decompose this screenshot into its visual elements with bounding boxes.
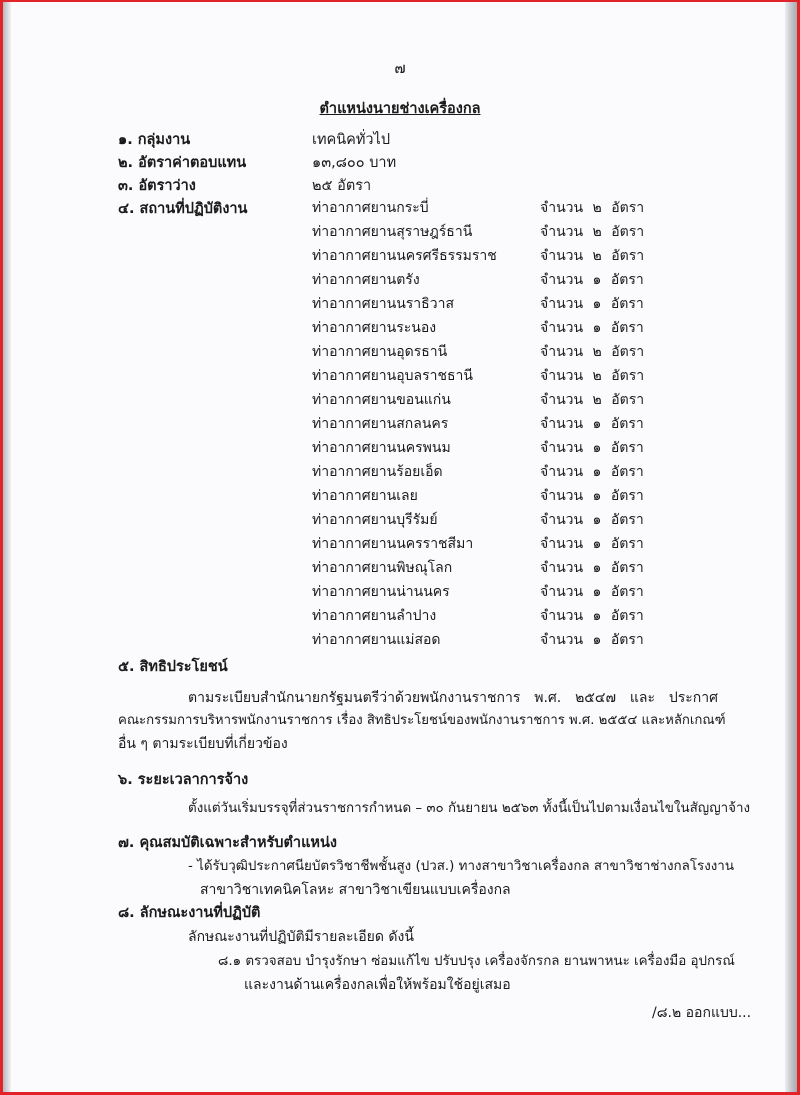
location-count: จำนวน ๑ อัตรา: [540, 560, 644, 576]
location-count: จำนวน ๑ อัตรา: [540, 416, 644, 432]
summary-label: ๒. อัตราค่าตอบแทน: [118, 155, 247, 171]
section-heading-benefits: ๕. สิทธิประโยชน์: [118, 659, 228, 675]
location-count: จำนวน ๒ อัตรา: [540, 392, 645, 408]
location-name: ท่าอากาศยานขอนแก่น: [312, 392, 451, 408]
summary-value: [312, 151, 396, 173]
location-count: จำนวน ๑ อัตรา: [540, 320, 644, 336]
location-name: ท่าอากาศยานอุบลราชธานี: [312, 368, 473, 384]
duty-item: ๘.๑ ตรวจสอบ บำรุงรักษา ซ่อมแก้ไข ปรับปรุง เครื่องจักรกล ยานพาหนะ เครื่องมือ อุปกรณ์: [218, 954, 735, 969]
location-count: จำนวน ๑ อัตรา: [540, 536, 644, 552]
employment-period-text: ตั้งแต่วันเริ่มบรรจุที่ส่วนราชการกำหนด – ๓๐ กันยายน ๒๕๖๓ ทั้งนี้เป็นไปตามเงื่อนไขในสัญญาจ้าง: [188, 801, 751, 816]
location-name: ท่าอากาศยานตรัง: [312, 272, 420, 288]
duties-intro: ลักษณะงานที่ปฏิบัติมีรายละเอียด ดังนี้: [188, 929, 414, 945]
summary-row: [118, 174, 196, 196]
location-count: จำนวน ๒ อัตรา: [540, 368, 645, 384]
location-name: ท่าอากาศยานนครพนม: [312, 440, 451, 456]
location-name: ท่าอากาศยานร้อยเอ็ด: [312, 464, 443, 480]
summary-value-text: ๑๓,๘๐๐ บาท: [312, 155, 397, 171]
location-name: ท่าอากาศยานอุดรธานี: [312, 344, 448, 360]
location-count: จำนวน ๒ อัตรา: [540, 344, 645, 360]
location-name: ท่าอากาศยานแม่สอด: [312, 632, 441, 648]
benefits-line: คณะกรรมการบริหารพนักงานราชการ เรื่อง สิทธิประโยชน์ของพนักงานราชการ พ.ศ. ๒๕๕๔ และหลักเกณฑ์: [118, 713, 726, 728]
scan-edge-right: [785, 2, 797, 1092]
summary-value-text: ๒๕ อัตรา: [312, 178, 372, 194]
summary-row: [118, 128, 190, 150]
benefits-line: อื่น ๆ ตามระเบียบที่เกี่ยวข้อง: [118, 736, 288, 752]
location-name: ท่าอากาศยานกระบี่: [312, 200, 429, 216]
summary-label: ๑. กลุ่มงาน: [118, 132, 191, 148]
location-count: จำนวน ๑ อัตรา: [540, 440, 644, 456]
qualification-line: สาขาวิชาเทคนิคโลหะ สาขาวิชาเขียนแบบเครื่องกล: [200, 882, 511, 898]
location-name: ท่าอากาศยานนครราชสีมา: [312, 536, 474, 552]
location-count: จำนวน ๒ อัตรา: [540, 200, 645, 216]
summary-value: [312, 128, 390, 150]
location-count: จำนวน ๒ อัตรา: [540, 224, 645, 240]
scan-edge-left: [3, 2, 11, 1092]
section-heading-duties: ๘. ลักษณะงานที่ปฏิบัติ: [118, 905, 261, 921]
page-number: ๗: [394, 59, 406, 77]
location-name: ท่าอากาศยานนครศรีธรรมราช: [312, 248, 497, 264]
location-count: จำนวน ๑ อัตรา: [540, 488, 644, 504]
location-name: ท่าอากาศยานน่านนคร: [312, 584, 450, 600]
location-count: จำนวน ๑ อัตรา: [540, 464, 644, 480]
section-heading-employment-period: ๖. ระยะเวลาการจ้าง: [118, 772, 249, 788]
location-count: จำนวน ๑ อัตรา: [540, 632, 644, 648]
location-name: ท่าอากาศยานระนอง: [312, 320, 437, 336]
location-count: จำนวน ๑ อัตรา: [540, 272, 644, 288]
location-count: จำนวน ๑ อัตรา: [540, 584, 644, 600]
summary-label: ๓. อัตราว่าง: [118, 178, 196, 194]
page-title: ตำแหน่งนายช่างเครื่องกล: [319, 101, 481, 117]
qualification-line: - ได้รับวุฒิประกาศนียบัตรวิชาชีพชั้นสูง (ปวส.) ทางสาขาวิชาเครื่องกล สาขาวิชาช่างกลโรงงาน: [188, 859, 734, 874]
summary-row: [118, 197, 247, 219]
location-count: จำนวน ๑ อัตรา: [540, 512, 644, 528]
location-name: ท่าอากาศยานสกลนคร: [312, 416, 449, 432]
continuation-marker: /๘.๒ ออกแบบ...: [652, 1005, 752, 1021]
location-name: ท่าอากาศยานลำปาง: [312, 608, 437, 624]
location-name: ท่าอากาศยานเลย: [312, 488, 418, 504]
location-count: จำนวน ๑ อัตรา: [540, 608, 644, 624]
summary-value-text: เทคนิคทั่วไป: [312, 132, 391, 148]
location-name: ท่าอากาศยานพิษณุโลก: [312, 560, 453, 576]
location-name: ท่าอากาศยานสุราษฎร์ธานี: [312, 224, 473, 240]
summary-value: [312, 174, 371, 196]
summary-row: [118, 151, 246, 173]
benefits-line: ตามระเบียบสำนักนายกรัฐมนตรีว่าด้วยพนักงานราชการ พ.ศ. ๒๕๔๗ และ ประกาศ: [188, 690, 718, 706]
section-heading-qualifications: ๗. คุณสมบัติเฉพาะสำหรับตำแหน่ง: [118, 835, 337, 851]
location-name: ท่าอากาศยานนราธิวาส: [312, 296, 454, 312]
summary-label: ๔. สถานที่ปฏิบัติงาน: [118, 201, 248, 217]
location-count: จำนวน ๑ อัตรา: [540, 296, 644, 312]
location-count: จำนวน ๒ อัตรา: [540, 248, 645, 264]
duty-item: และงานด้านเครื่องกลเพื่อให้พร้อมใช้อยู่เสมอ: [244, 977, 511, 993]
location-name: ท่าอากาศยานบุรีรัมย์: [312, 512, 438, 528]
